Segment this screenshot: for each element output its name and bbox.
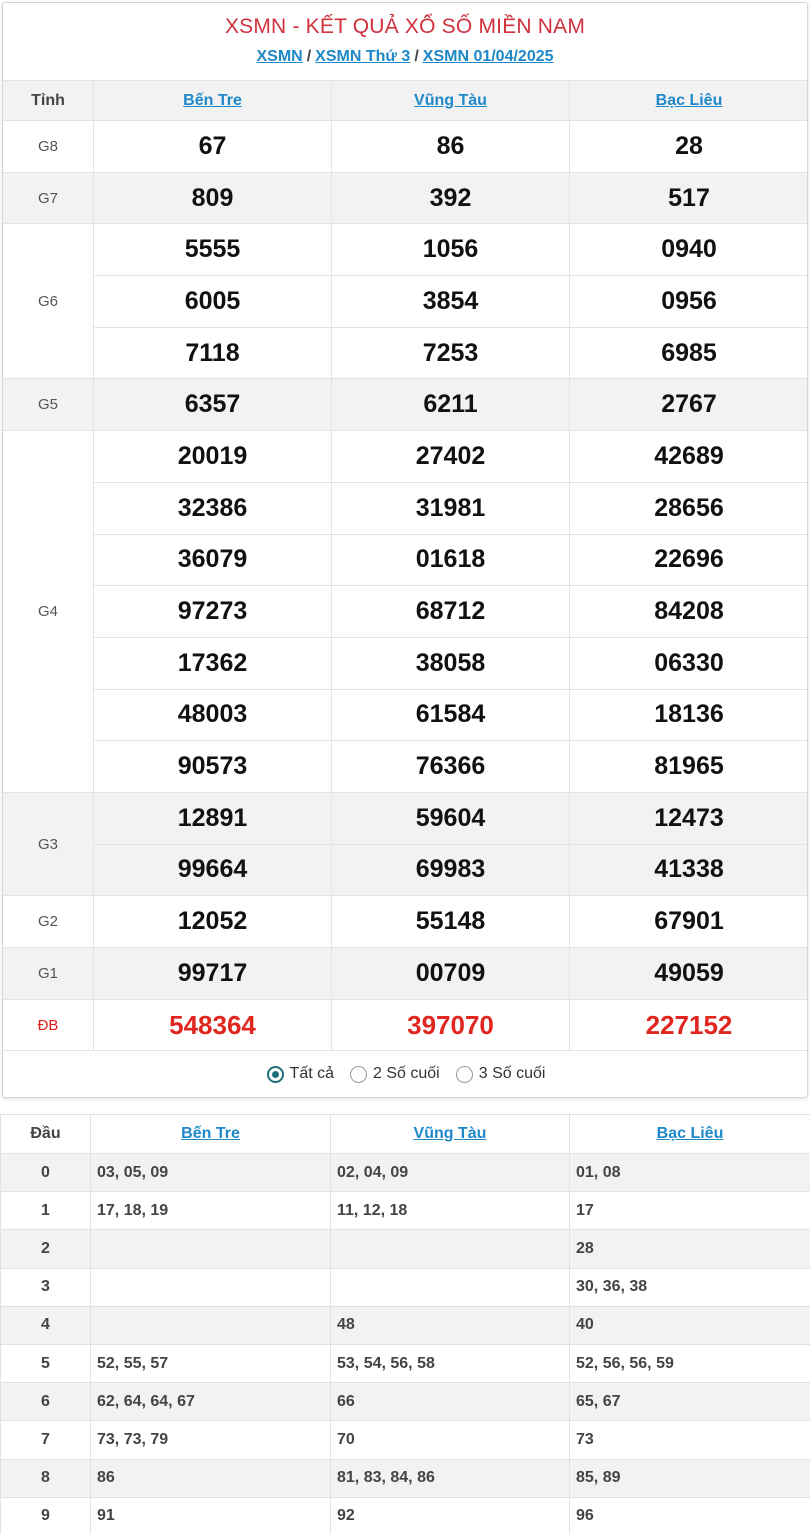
- dau-values: [91, 1306, 331, 1344]
- province-link[interactable]: Bến Tre: [183, 91, 242, 109]
- page-title: XSMN - KẾT QUẢ XỔ SỐ MIỀN NAM: [224, 15, 586, 38]
- dau-row: [1, 1344, 810, 1382]
- dau-table: [0, 1114, 810, 1534]
- dau-values: 17: [570, 1192, 810, 1230]
- dau-values: 28: [570, 1230, 810, 1268]
- breadcrumb: [3, 48, 807, 66]
- prize-label: G1: [3, 948, 94, 1000]
- prize-label: G2: [3, 896, 94, 948]
- prize-number: 99717: [94, 948, 332, 1000]
- prize-number: 6005: [94, 276, 332, 328]
- prize-number: 67: [94, 121, 332, 173]
- dau-values: 30, 36, 38: [570, 1268, 810, 1306]
- prize-row: [3, 948, 809, 1000]
- dau-row: [1, 1421, 810, 1459]
- column-header-province: [331, 1115, 570, 1154]
- prize-number: 28: [570, 121, 809, 173]
- province-link[interactable]: Bến Tre: [181, 1125, 240, 1142]
- province-link[interactable]: Vũng Tàu: [413, 1125, 487, 1142]
- dau-values: 48: [331, 1306, 570, 1344]
- prize-number: 32386: [94, 482, 332, 534]
- prize-row: [3, 276, 809, 328]
- prize-number: 7253: [332, 327, 570, 379]
- filter-option-label: Tất cả: [289, 1065, 335, 1082]
- results-card: [2, 2, 808, 1098]
- prize-number: 392: [332, 172, 570, 224]
- prize-number: 41338: [570, 844, 809, 896]
- prize-number: 55148: [332, 896, 570, 948]
- prize-number: 90573: [94, 741, 332, 793]
- filter-radio-group: [3, 1049, 808, 1098]
- column-header-province: [332, 81, 570, 121]
- prize-number: 49059: [570, 948, 809, 1000]
- dau-digit: 8: [1, 1459, 91, 1497]
- province-link[interactable]: Bạc Liêu: [655, 91, 723, 109]
- dau-values: 66: [331, 1383, 570, 1421]
- prize-label: G7: [3, 172, 94, 224]
- prize-label: G3: [3, 792, 94, 895]
- prize-row: [3, 586, 809, 638]
- prize-row: [3, 482, 809, 534]
- dau-row: [1, 1268, 810, 1306]
- prize-number: 6985: [570, 327, 809, 379]
- dau-values: 65, 67: [570, 1383, 810, 1421]
- dau-values: [331, 1230, 570, 1268]
- dau-row: [1, 1459, 810, 1497]
- dau-values: 81, 83, 84, 86: [331, 1459, 570, 1497]
- prize-number: 12052: [94, 896, 332, 948]
- prize-number: 06330: [570, 637, 809, 689]
- prize-number: 27402: [332, 431, 570, 483]
- prize-row: [3, 999, 809, 1051]
- filter-option-label: 3 Số cuối: [478, 1065, 546, 1082]
- prize-number: 99664: [94, 844, 332, 896]
- filter-option[interactable]: [267, 1065, 334, 1083]
- prize-number: 59604: [332, 792, 570, 844]
- prize-number: 68712: [332, 586, 570, 638]
- radio-checked-icon[interactable]: [267, 1066, 284, 1083]
- dau-values: 96: [570, 1497, 810, 1534]
- column-header-province: [94, 81, 332, 121]
- dau-row: [1, 1230, 810, 1268]
- column-header-province: [570, 1115, 810, 1154]
- column-header-province: [91, 1115, 331, 1154]
- dau-values: [91, 1230, 331, 1268]
- prize-row: [3, 792, 809, 844]
- dau-values: 03, 05, 09: [91, 1154, 331, 1192]
- prize-number: 6357: [94, 379, 332, 431]
- dau-digit: 1: [1, 1192, 91, 1230]
- prize-number: 97273: [94, 586, 332, 638]
- prize-number: 809: [94, 172, 332, 224]
- prize-number: 12473: [570, 792, 809, 844]
- prize-number: 38058: [332, 637, 570, 689]
- dau-values: 52, 56, 56, 59: [570, 1344, 810, 1382]
- prize-row: [3, 327, 809, 379]
- radio-unchecked-icon[interactable]: [456, 1066, 473, 1083]
- prize-number: 69983: [332, 844, 570, 896]
- prize-row: [3, 741, 809, 793]
- prize-number: 00709: [332, 948, 570, 1000]
- prize-number: 76366: [332, 741, 570, 793]
- prize-label: ĐB: [3, 999, 94, 1051]
- prize-number: 42689: [570, 431, 809, 483]
- breadcrumb-link-xsmn[interactable]: XSMN: [256, 48, 303, 65]
- prize-row: [3, 637, 809, 689]
- dau-digit: 7: [1, 1421, 91, 1459]
- prize-number: 548364: [94, 999, 332, 1051]
- dau-values: 92: [331, 1497, 570, 1534]
- breadcrumb-separator: /: [414, 48, 419, 65]
- column-header-province-label: Tỉnh: [3, 81, 94, 121]
- prize-row: [3, 844, 809, 896]
- breadcrumb-link-date[interactable]: XSMN 01/04/2025: [422, 48, 554, 65]
- filter-option-label: 2 Số cuối: [373, 1065, 440, 1082]
- province-link[interactable]: Vũng Tàu: [414, 91, 487, 109]
- filter-option[interactable]: [456, 1065, 546, 1083]
- prize-number: 227152: [570, 999, 809, 1051]
- prize-number: 01618: [332, 534, 570, 586]
- dau-values: 70: [331, 1421, 570, 1459]
- prize-number: 36079: [94, 534, 332, 586]
- prize-number: 17362: [94, 637, 332, 689]
- dau-row: [1, 1154, 810, 1192]
- dau-digit: 3: [1, 1268, 91, 1306]
- prize-number: 81965: [570, 741, 809, 793]
- column-header-dau: Đầu: [1, 1115, 91, 1154]
- dau-values: [331, 1268, 570, 1306]
- prize-number: 1056: [332, 224, 570, 276]
- prize-row: [3, 172, 809, 224]
- dau-values: 01, 08: [570, 1154, 810, 1192]
- dau-values: [91, 1268, 331, 1306]
- prize-label: G6: [3, 224, 94, 379]
- dau-values: 62, 64, 64, 67: [91, 1383, 331, 1421]
- prize-row: [3, 534, 809, 586]
- prize-number: 3854: [332, 276, 570, 328]
- dau-digit: 6: [1, 1383, 91, 1421]
- dau-digit: 0: [1, 1154, 91, 1192]
- dau-row: [1, 1383, 810, 1421]
- province-link[interactable]: Bạc Liêu: [656, 1125, 724, 1142]
- dau-row: [1, 1306, 810, 1344]
- prize-number: 48003: [94, 689, 332, 741]
- dau-values: 73: [570, 1421, 810, 1459]
- dau-row: [1, 1192, 810, 1230]
- prize-number: 20019: [94, 431, 332, 483]
- prize-label: G4: [3, 431, 94, 793]
- prize-number: 397070: [332, 999, 570, 1051]
- dau-values: 11, 12, 18: [331, 1192, 570, 1230]
- prize-number: 18136: [570, 689, 809, 741]
- prize-row: [3, 689, 809, 741]
- prize-number: 31981: [332, 482, 570, 534]
- prize-row: [3, 121, 809, 173]
- breadcrumb-separator: /: [306, 48, 312, 65]
- dau-values: 02, 04, 09: [331, 1154, 570, 1192]
- prize-number: 2767: [570, 379, 809, 431]
- radio-unchecked-icon[interactable]: [350, 1066, 367, 1083]
- dau-values: 86: [91, 1459, 331, 1497]
- prize-number: 67901: [570, 896, 809, 948]
- prize-row: [3, 431, 809, 483]
- dau-digit: 2: [1, 1230, 91, 1268]
- dau-values: 52, 55, 57: [91, 1344, 331, 1382]
- prize-number: 7118: [94, 327, 332, 379]
- results-header-row: [3, 81, 809, 121]
- breadcrumb-link-weekday[interactable]: XSMN Thứ 3: [315, 48, 411, 65]
- dau-digit: 9: [1, 1497, 91, 1534]
- prize-row: [3, 379, 809, 431]
- prize-label: G5: [3, 379, 94, 431]
- prize-number: 86: [332, 121, 570, 173]
- prize-number: 6211: [332, 379, 570, 431]
- prize-row: [3, 896, 809, 948]
- dau-digit: 5: [1, 1344, 91, 1382]
- dau-values: 40: [570, 1306, 810, 1344]
- filter-option[interactable]: [350, 1065, 440, 1083]
- prize-number: 0956: [570, 276, 809, 328]
- results-header: [3, 3, 807, 80]
- dau-values: 91: [91, 1497, 331, 1534]
- dau-row: [1, 1497, 810, 1534]
- prize-number: 517: [570, 172, 809, 224]
- dau-digit: 4: [1, 1306, 91, 1344]
- results-table: [2, 80, 808, 1051]
- prize-number: 84208: [570, 586, 809, 638]
- prize-row: [3, 224, 809, 276]
- column-header-province: [570, 81, 809, 121]
- prize-number: 28656: [570, 482, 809, 534]
- dau-values: 53, 54, 56, 58: [331, 1344, 570, 1382]
- prize-label: G8: [3, 121, 94, 173]
- dau-values: 17, 18, 19: [91, 1192, 331, 1230]
- prize-number: 61584: [332, 689, 570, 741]
- prize-number: 0940: [570, 224, 809, 276]
- prize-number: 5555: [94, 224, 332, 276]
- dau-values: 73, 73, 79: [91, 1421, 331, 1459]
- dau-values: 85, 89: [570, 1459, 810, 1497]
- prize-number: 22696: [570, 534, 809, 586]
- prize-number: 12891: [94, 792, 332, 844]
- dau-header-row: [1, 1115, 810, 1154]
